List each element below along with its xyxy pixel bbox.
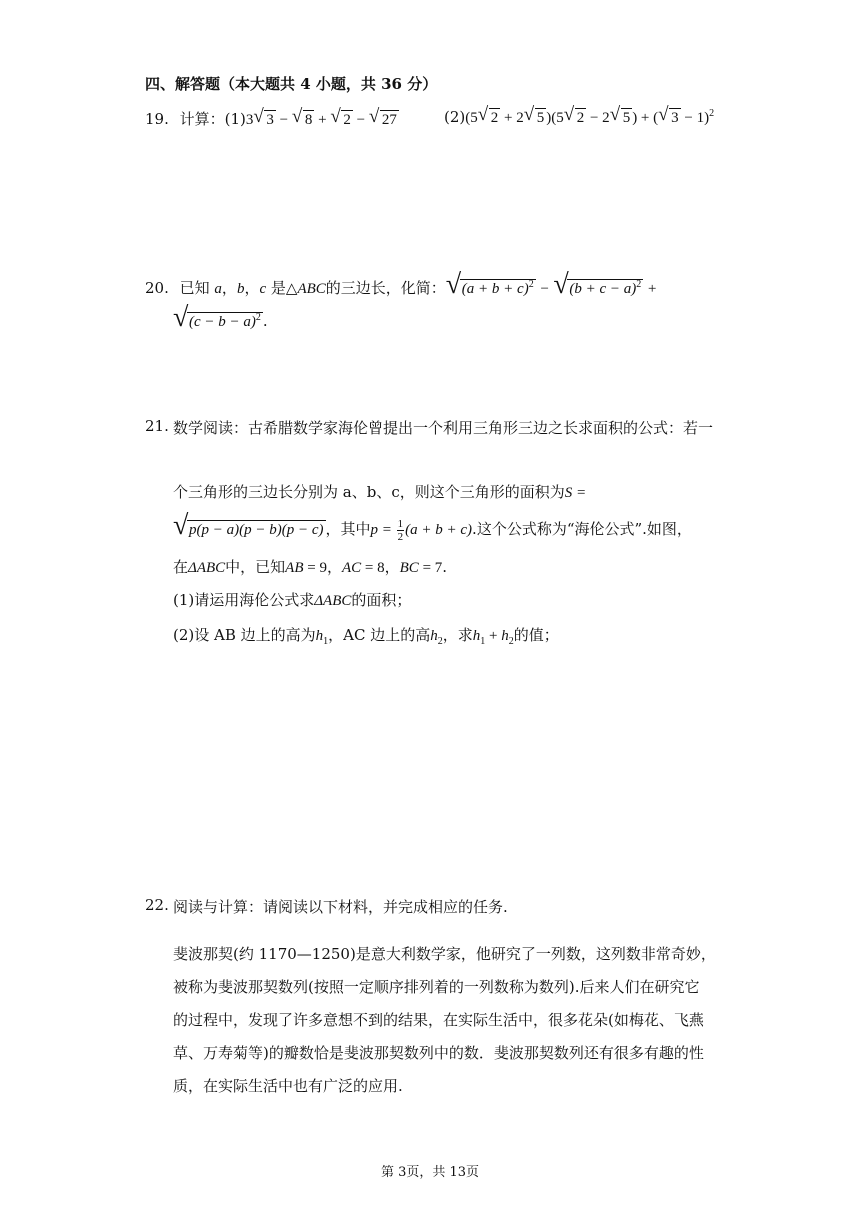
- variable-h1: $h_1$: [315, 628, 329, 647]
- variable-a: a: [214, 281, 222, 297]
- fibonacci-paragraph: [173, 938, 718, 1103]
- variable-b: b: [236, 281, 245, 297]
- part-label: (1): [224, 110, 246, 128]
- section-header: [145, 73, 437, 94]
- section-header-text: 四、解答题（本大题共: [145, 75, 301, 93]
- question-text: 中，已知: [225, 558, 286, 576]
- paragraph-line: 斐波那契(约 1170—1250)是意大利数学家，他研究了一列数，这列数非常奇妙，: [173, 945, 716, 963]
- section-question-count: 4: [300, 75, 311, 93]
- section-points: 36: [381, 75, 402, 93]
- question-22-number: 22.: [145, 896, 169, 914]
- question-text: 是△: [266, 279, 298, 297]
- question-21-sub-1: [173, 589, 411, 610]
- variable-c: c: [259, 281, 267, 297]
- paragraph-line: 质，在实际生活中也有广泛的应用.: [173, 1077, 403, 1095]
- formula-p: p = $\frac{1}{2}$ (a + b + c): [370, 518, 473, 544]
- question-20: 20. 已知 a，b，c 是△ABC的三边长，化简：√ $(a + b + c)^2$ − √ $(b + c - a)^2$ +: [145, 277, 657, 298]
- section-header-text: 分）: [402, 75, 438, 93]
- question-21-line-4: 在ΔABC中，已知AB = 9，AC = 8，BC = 7.: [173, 558, 448, 576]
- question-19-part-2: [444, 108, 714, 127]
- question-text: (1)请运用海伦公式求: [173, 591, 315, 609]
- question-text: ，其中: [325, 520, 371, 538]
- variable-h2: $h_2$: [430, 628, 443, 647]
- question-text: 的值；: [513, 626, 559, 644]
- question-number: 19.: [145, 110, 169, 128]
- given-lengths: AB = 9: [285, 560, 327, 576]
- formula-20-b: √ $(c - b - a)^2$: [173, 314, 263, 330]
- question-text: ，求: [442, 626, 473, 644]
- question-text: (2)设 AB 边上的高为: [173, 626, 316, 644]
- triangle-delta-abc: ΔABC: [188, 560, 226, 576]
- question-19: [145, 108, 399, 129]
- part-label: (2): [444, 108, 466, 126]
- question-number: 20.: [145, 279, 169, 297]
- question-21-number: 21.: [145, 417, 169, 435]
- question-text: .这个公式称为“海伦公式”.如图，: [472, 520, 692, 538]
- question-21-sub-2: [173, 624, 559, 645]
- paragraph-line: 的过程中，发现了许多意想不到的结果，在实际生活中，很多花朵(如梅花、飞燕: [173, 1011, 704, 1029]
- question-text: 的三边长，化简：: [325, 279, 446, 297]
- question-21-line-2: 个三角形的三边长分别为 a、b、c，则这个三角形的面积为S =: [173, 483, 586, 501]
- triangle-delta-abc: ΔABC: [314, 593, 352, 609]
- question-text: ，AC 边上的高: [328, 626, 431, 644]
- paragraph-line: 被称为斐波那契数列(按照一定顺序排列着的一列数称为数列).后来人们在研究它: [173, 978, 700, 996]
- triangle-abc: ABC: [297, 281, 326, 297]
- formula-20-a: √ $(a + b + c)^2$ − √ $(b + c - a)^2$ +: [446, 281, 657, 297]
- question-20-line-2: √ $(c - b - a)^2$ .: [173, 312, 268, 331]
- paragraph-line: 草、万寿菊等)的瓣数恰是斐波那契数列中的数．斐波那契数列还有很多有趣的性: [173, 1044, 704, 1062]
- formula-s: S: [564, 485, 573, 501]
- question-label: 计算：: [179, 110, 225, 128]
- question-text: 在: [173, 558, 189, 576]
- section-header-text: 小题，共: [310, 75, 382, 93]
- question-22-intro: 阅读与计算：请阅读以下材料，并完成相应的任务.: [173, 898, 508, 916]
- formula-19-2: (5√ 2 + 2√ 5 )(5√ 2 − 2√ 5 ) + (√ 3 − 1)$^2$: [465, 110, 714, 126]
- formula-h-sum: $h_1 + h_2$: [472, 628, 514, 647]
- formula-19-1: 3√ 3 − √ 8 + √ 2 − √ 27: [246, 112, 399, 128]
- question-text: 的面积；: [351, 591, 412, 609]
- question-text: 个三角形的三边长分别为 a、b、c，则这个三角形的面积为: [173, 483, 565, 501]
- question-21-line-3: [173, 518, 692, 543]
- page-footer: 第 3页，共 13页: [380, 1165, 480, 1180]
- formula-heron: √ p(p − a)(p − b)(p − c): [173, 522, 326, 538]
- question-text: 已知: [179, 279, 215, 297]
- question-21-line-1: 数学阅读：古希腊数学家海伦曾提出一个利用三角形三边之长求面积的公式：若一: [173, 419, 714, 437]
